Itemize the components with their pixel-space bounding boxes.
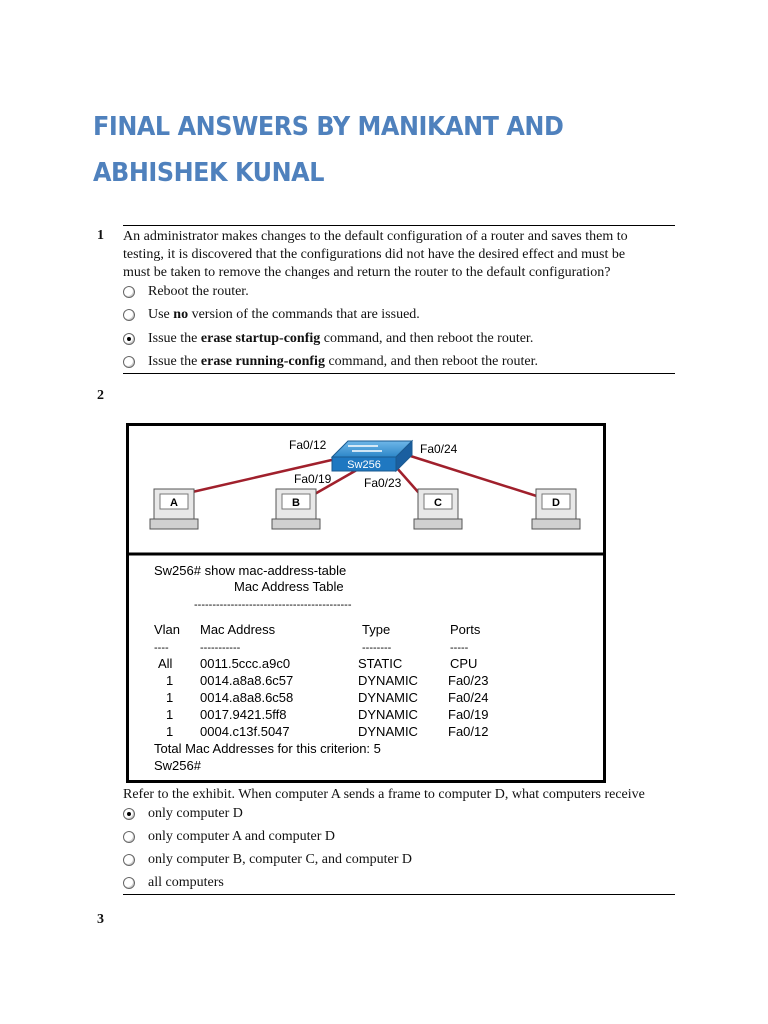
computer-a-label: A [170,497,178,509]
svg-text:DYNAMIC: DYNAMIC [358,724,418,739]
computer-a-icon [150,489,198,529]
computer-c-label: C [434,497,442,509]
question-3-number: 3 [97,912,104,927]
svg-text:0014.a8a8.6c58: 0014.a8a8.6c58 [200,690,294,705]
question-1-text [123,228,683,282]
svg-text:DYNAMIC: DYNAMIC [358,673,418,688]
radio-button[interactable] [123,854,135,866]
svg-text:Fa0/12: Fa0/12 [448,724,489,739]
radio-button-selected[interactable] [123,808,135,820]
radio-button[interactable] [123,831,135,843]
svg-text:0004.c13f.5047: 0004.c13f.5047 [200,724,290,739]
svg-text:1: 1 [166,707,174,722]
title-line-2: ABHISHEK KUNAL [93,158,324,188]
svg-text:----: ---- [154,642,169,654]
question-1-number: 1 [97,228,104,243]
svg-text:DYNAMIC: DYNAMIC [358,690,418,705]
header-type: Type [362,622,391,637]
table-rule: ------------------------------------------- [194,599,352,611]
title-line-1: FINAL ANSWERS BY MANIKANT AND [93,112,564,142]
question-1-line-1: An administrator makes changes to the default configuration of a router and saves them to [123,229,628,244]
computer-b-icon [272,489,320,529]
question-1-line-2: testing, it is discovered that the configurations did not have the desired effect and must be [123,247,626,262]
svg-text:0017.9421.5ff8: 0017.9421.5ff8 [200,707,287,722]
question-1-bottom-rule [123,373,675,374]
question-2-number: 2 [97,388,104,403]
radio-button[interactable] [123,286,135,298]
table-title: Mac Address Table [234,579,344,594]
question-1-line-3: must be taken to remove the changes and return the router to the default configuration? [123,265,611,280]
port-label-fa0-23: Fa0/23 [364,476,402,490]
svg-text:0014.a8a8.6c57: 0014.a8a8.6c57 [200,673,294,688]
radio-button[interactable] [123,877,135,889]
network-exhibit [126,423,606,783]
computer-c-icon [414,489,462,529]
question-2-text: Refer to the exhibit. When computer A sends a frame to computer D, what computers receive [123,787,645,802]
svg-text:CPU: CPU [450,656,478,671]
radio-button[interactable] [123,356,135,368]
total-line: Total Mac Addresses for this criterion: 5 [154,741,381,756]
header-vlan: Vlan [154,622,181,637]
svg-text:STATIC: STATIC [358,656,403,671]
svg-text:All: All [158,656,173,671]
computer-d-label: D [552,497,560,509]
radio-button[interactable] [123,309,135,321]
question-2-bottom-rule [123,894,675,895]
svg-text:1: 1 [166,690,174,705]
switch-label: Sw256 [347,459,381,471]
svg-text:-----: ----- [450,642,469,654]
header-mac: Mac Address [200,622,276,637]
question-1-top-rule [123,225,675,226]
svg-text:1: 1 [166,724,174,739]
port-label-fa0-24: Fa0/24 [420,442,458,456]
svg-text:--------: -------- [362,642,392,654]
svg-text:-----------: ----------- [200,642,241,654]
svg-text:Fa0/19: Fa0/19 [448,707,489,722]
port-label-fa0-12: Fa0/12 [289,438,327,452]
svg-text:DYNAMIC: DYNAMIC [358,707,418,722]
port-label-fa0-19: Fa0/19 [294,472,332,486]
switch-icon [332,441,412,471]
computer-d-icon [532,489,580,529]
radio-button-selected[interactable] [123,333,135,345]
svg-text:Fa0/24: Fa0/24 [448,690,489,705]
page-title [93,104,645,196]
svg-text:Fa0/23: Fa0/23 [448,673,489,688]
svg-text:0011.5ccc.a9c0: 0011.5ccc.a9c0 [200,656,291,671]
header-ports: Ports [450,622,481,637]
svg-text:1: 1 [166,673,174,688]
cli-prompt: Sw256# show mac-address-table [154,563,347,578]
computer-b-label: B [292,497,300,509]
end-prompt: Sw256# [154,758,201,773]
